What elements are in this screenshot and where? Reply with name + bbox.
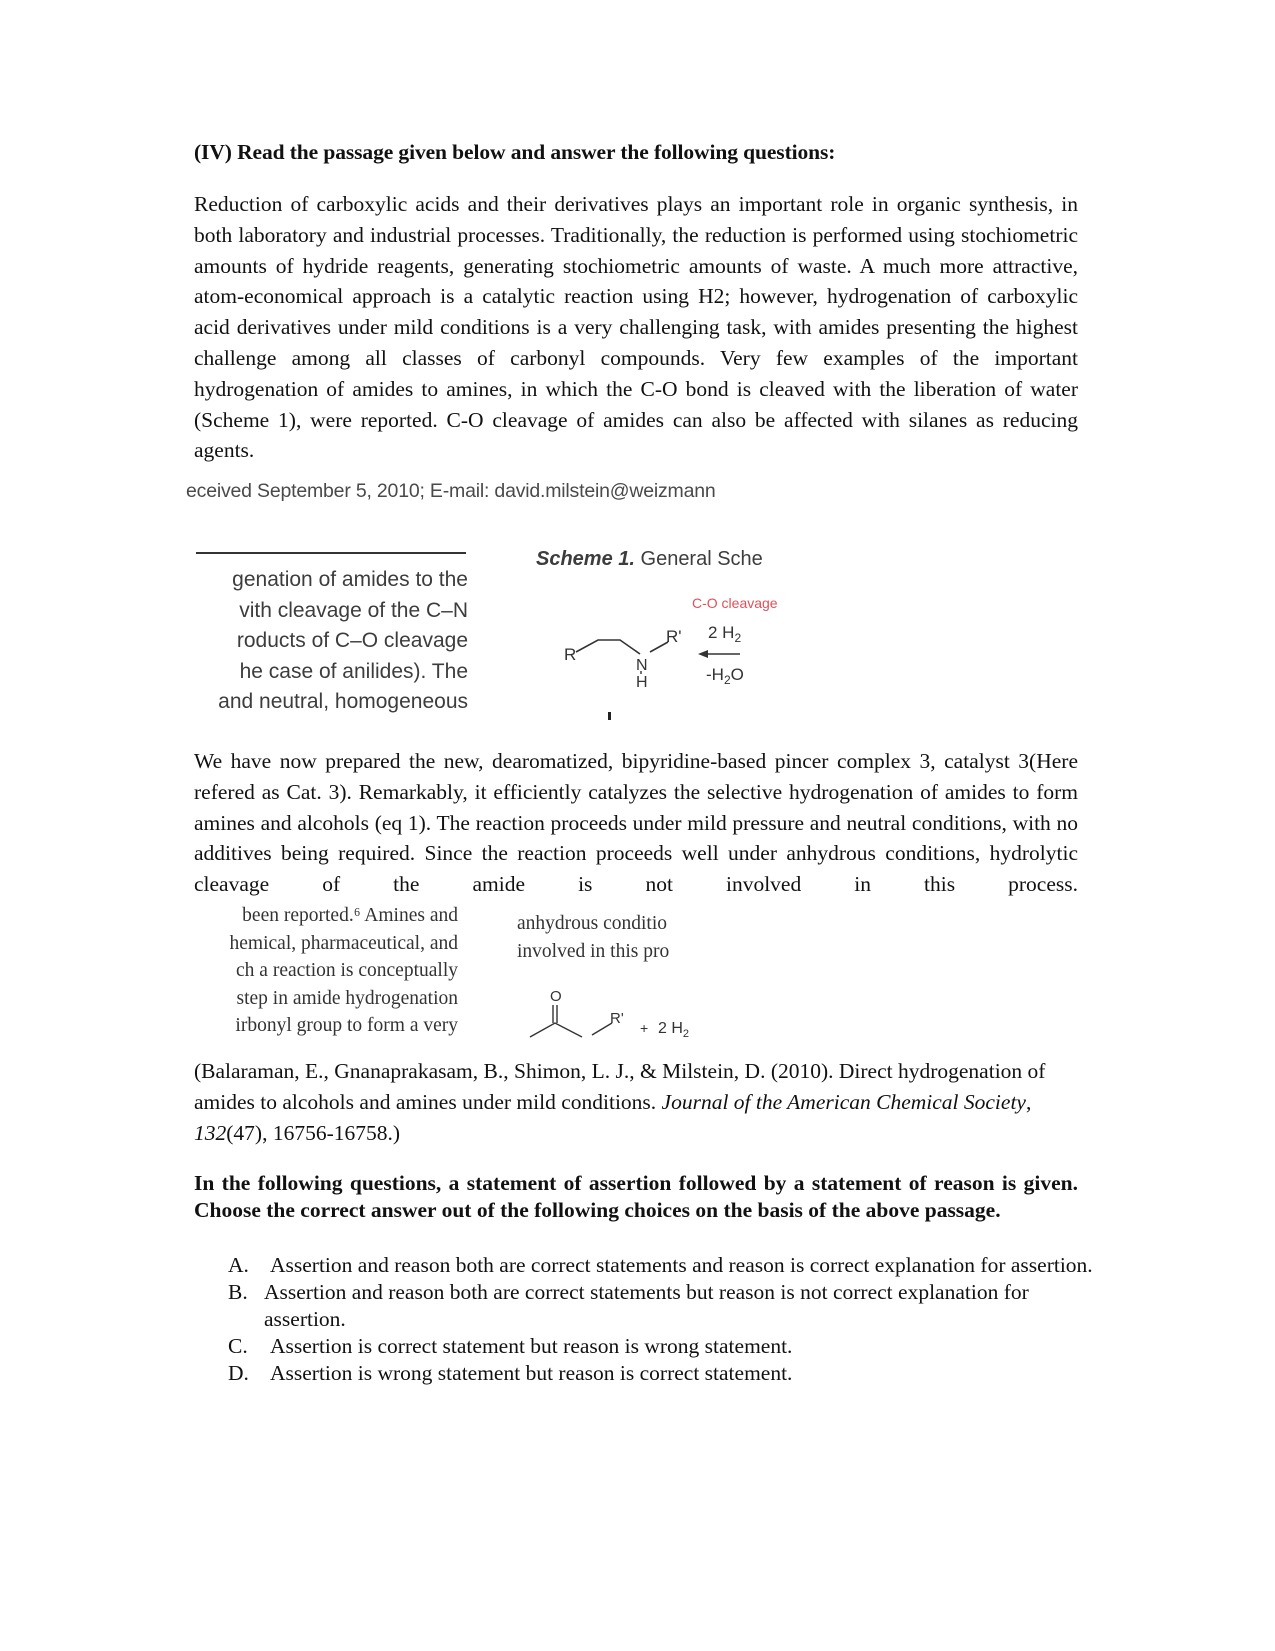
hydrogen-atom-label: H	[636, 674, 648, 691]
cleavage-label: C-O cleavage	[692, 595, 778, 611]
reagent-h2-label: 2 $H_2$	[708, 623, 742, 645]
arrow-head-icon	[698, 650, 708, 658]
choice-letter: B.	[228, 1280, 248, 1304]
r-prime-label: R'	[666, 627, 682, 646]
r-group-label: R	[564, 645, 577, 664]
nitrogen-atom-label: N	[636, 657, 648, 674]
scheme-title-bold: Scheme 1.	[536, 548, 635, 570]
r-prime-label: R'	[610, 1010, 624, 1027]
choice-text: Assertion and reason both are correct statements but reason is not correct explanation for assertion.	[264, 1280, 1029, 1331]
amide-backbone-bond	[530, 1023, 582, 1037]
carbon-chain-bond	[576, 640, 640, 654]
oxygen-atom-label: O	[550, 988, 562, 1005]
scanned-divider-rule	[196, 552, 466, 554]
scanned-line: step in amide hydrogenation	[236, 987, 458, 1009]
choice-letter: C.	[228, 1334, 248, 1358]
plus-sign: +	[640, 1020, 649, 1036]
scanned-left-column	[186, 565, 468, 718]
section-heading: (IV) Read the passage given below and answer the following questions:	[194, 140, 836, 164]
scan-artifact-mark	[608, 712, 611, 720]
scanned-line: he case of anilides). The	[239, 659, 468, 683]
scheme-1-amine-structure	[540, 590, 790, 725]
scanned-line: genation of amides to the	[232, 568, 468, 591]
choice-d	[194, 1360, 1094, 1387]
choice-text: Assertion is wrong statement but reason is correct statement.	[270, 1361, 793, 1385]
scanned-line: roducts of C–O cleavage	[236, 629, 468, 652]
scanned-line: involved in this pro	[517, 940, 670, 962]
passage-paragraph-2: We have now prepared the new, dearomatized, bipyridine-based pincer complex 3, catalyst 3(Here refered as Cat. 3). Remarkably, it efficiently catalyzes the selective hydrogenation of amides to form amines and alcohols (eq 1). The reaction proceeds under mild pressure and neutral conditions, with no additives being required. Since the reaction proceeds well under anhydrous conditions, hydrolytic cleavage of the amide is not involved in this process.	[194, 749, 1078, 897]
choice-letter: D.	[228, 1361, 249, 1385]
scheme-title-rest: General Sche	[634, 548, 763, 570]
scanned-line: anhydrous conditio	[517, 913, 668, 934]
scanned-line: hemical, pharmaceutical, and	[229, 932, 458, 954]
choice-b	[194, 1279, 1094, 1333]
passage-paragraph-1: Reduction of carboxylic acids and their derivatives plays an important role in organic synthesis, in both laboratory and industrial processes. Traditionally, the reduction is performed using stochiometric amounts of hydride reagents, generating stochiometric amounts of waste. A much more attractive, atom-economical approach is a catalytic reaction using H2; however, hydrogenation of carboxylic acid derivatives under mild conditions is a very challenging task, with amides presenting the highest challenge among all classes of carbonyl compounds. Very few examples of the important hydrogenation of amides to amines, in which the C-O bond is cleaved with the liberation of water (Scheme 1), were reported. C-O cleavage of amides can also be affected with silanes as reducing agents.	[194, 192, 1078, 463]
scanned-line: been reported.⁶ Amines and	[242, 905, 458, 926]
scanned-line: ch a reaction is conceptually	[236, 960, 458, 981]
reagent-h2-label: 2 $H_2$	[658, 1020, 690, 1040]
choice-letter: A.	[228, 1253, 249, 1277]
choice-text: Assertion and reason both are correct statements and reason is correct explanation for assertion.	[270, 1253, 1093, 1277]
citation-journal: Journal of the American Chemical Society	[661, 1090, 1026, 1114]
answer-choices-list	[194, 1252, 1094, 1387]
citation-authors-title: (Balaraman, E., Gnanaprakasam, B., Shimon, L. J., & Milstein, D. (2010). Direct hydrogenation of amides to alcohols and amines under mild conditions.	[194, 1059, 1046, 1114]
citation-volume: 132	[194, 1121, 227, 1145]
scanned-line: irbonyl group to form a very	[235, 1015, 458, 1036]
citation	[194, 1056, 1074, 1149]
scanned-left-column-2	[196, 902, 458, 1040]
choice-c	[194, 1333, 1094, 1360]
n-r-prime-bond	[592, 1023, 612, 1035]
question-instruction: In the following questions, a statement of assertion followed by a statement of reason is given. Choose the correct answer out of the following choices on the basis of the above passage.	[194, 1171, 1078, 1222]
scanned-received-email-line: eceived September 5, 2010; E-mail: david.milstein@weizmann	[186, 480, 716, 502]
scanned-right-column-2	[517, 910, 669, 965]
eq-1-amide-structure	[500, 985, 730, 1040]
scheme-title	[536, 548, 763, 571]
choice-a	[194, 1252, 1094, 1279]
scanned-line: vith cleavage of the C–N	[239, 598, 468, 622]
citation-sep: ,	[1025, 1090, 1032, 1114]
scanned-line: and neutral, homogeneous	[218, 690, 468, 713]
citation-issue-pages: (47), 16756-16758.)	[226, 1121, 401, 1145]
minus-water-label: $-H_2O$	[706, 665, 744, 687]
choice-text: Assertion is correct statement but reason is wrong statement.	[270, 1334, 793, 1358]
